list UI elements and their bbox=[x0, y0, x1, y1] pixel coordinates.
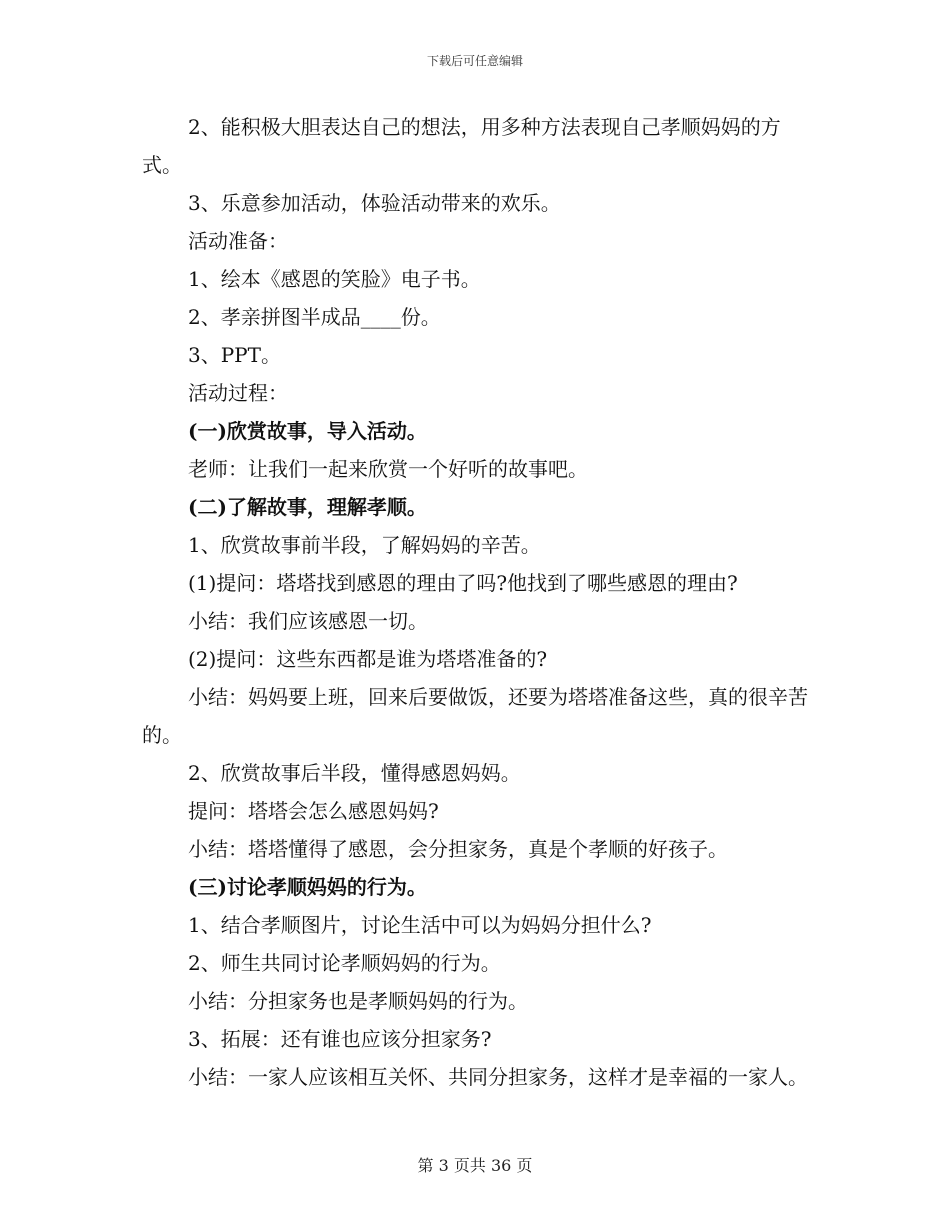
paragraph: 小结：一家人应该相互关怀、共同分担家务，这样才是幸福的一家人。 bbox=[188, 1065, 808, 1089]
page-header: 下载后可任意编辑 bbox=[426, 54, 523, 68]
paragraph: 1、绘本《感恩的笑脸》电子书。 bbox=[188, 267, 481, 291]
paragraph: 小结：我们应该感恩一切。 bbox=[188, 609, 428, 633]
section-heading: (三)讨论孝顺妈妈的行为。 bbox=[188, 875, 427, 899]
paragraph: 3、乐意参加活动，体验活动带来的欢乐。 bbox=[188, 191, 561, 215]
paragraph: 活动准备： bbox=[188, 229, 288, 253]
paragraph: 活动过程： bbox=[188, 381, 288, 405]
paragraph: 2、欣赏故事后半段，懂得感恩妈妈。 bbox=[188, 761, 521, 785]
paragraph: 2、能积极大胆表达自己的想法，用多种方法表现自己孝顺妈妈的方式。 bbox=[142, 115, 781, 177]
paragraph: 3、PPT。 bbox=[188, 343, 281, 367]
paragraph: 小结：妈妈要上班，回来后要做饭，还要为塔塔准备这些，真的很辛苦的。 bbox=[142, 685, 808, 747]
paragraph: 2、孝亲拼图半成品____份。 bbox=[188, 305, 441, 329]
section-heading: (二)了解故事，理解孝顺。 bbox=[188, 495, 427, 519]
paragraph: (2)提问：这些东西都是谁为塔塔准备的? bbox=[188, 647, 548, 671]
section-heading: (一)欣赏故事，导入活动。 bbox=[188, 419, 427, 443]
paragraph: 小结：分担家务也是孝顺妈妈的行为。 bbox=[188, 989, 528, 1013]
paragraph: 提问：塔塔会怎么感恩妈妈? bbox=[188, 799, 439, 823]
document-body bbox=[142, 108, 810, 1096]
paragraph: 1、结合孝顺图片，讨论生活中可以为妈妈分担什么? bbox=[188, 913, 652, 937]
paragraph: 老师：让我们一起来欣赏一个好听的故事吧。 bbox=[188, 457, 588, 481]
paragraph: 1、欣赏故事前半段，了解妈妈的辛苦。 bbox=[188, 533, 541, 557]
paragraph: 3、拓展：还有谁也应该分担家务? bbox=[188, 1027, 492, 1051]
page-footer: 第 3 页共 36 页 bbox=[417, 1156, 533, 1175]
paragraph: 小结：塔塔懂得了感恩，会分担家务，真是个孝顺的好孩子。 bbox=[188, 837, 728, 861]
paragraph: (1)提问：塔塔找到感恩的理由了吗?他找到了哪些感恩的理由? bbox=[188, 571, 738, 595]
paragraph: 2、师生共同讨论孝顺妈妈的行为。 bbox=[188, 951, 501, 975]
